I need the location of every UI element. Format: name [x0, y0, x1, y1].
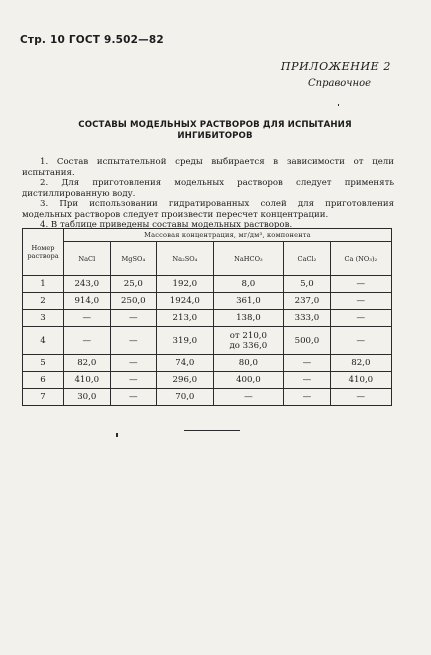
row-number: 7 [23, 389, 64, 406]
table-cell: 138,0 [213, 310, 284, 327]
table-cell: 70,0 [157, 389, 214, 406]
table-row [23, 389, 392, 406]
table-row [23, 327, 392, 355]
paragraph-1: 1. Состав испытательной среды выбирается в зависимости от цели испытания. [22, 157, 394, 178]
table-cell: 319,0 [157, 327, 214, 355]
end-rule [184, 430, 240, 431]
table-cell: — [64, 310, 111, 327]
row-number: 4 [23, 327, 64, 355]
range-from: от 210,0 [229, 330, 267, 341]
ink-speck [338, 104, 339, 106]
table-cell: 400,0 [213, 372, 284, 389]
table-cell: — [110, 372, 157, 389]
table-cell: 237,0 [284, 293, 331, 310]
table-row [23, 310, 392, 327]
table-row [23, 372, 392, 389]
ink-speck [116, 433, 118, 437]
table-cell: 74,0 [157, 355, 214, 372]
table-cell: 192,0 [157, 276, 214, 293]
component-header: CaCl₂ [284, 242, 331, 276]
table-cell: 82,0 [330, 355, 391, 372]
paragraphs [22, 157, 394, 231]
page-header: Стр. 10 ГОСТ 9.502—82 [20, 34, 164, 46]
table-cell: 8,0 [213, 276, 284, 293]
row-number: 1 [23, 276, 64, 293]
table-cell: 361,0 [213, 293, 284, 310]
paragraph-2: 2. Для приготовления модельных растворов следует применять дистиллированную воду. [22, 178, 394, 199]
table-cell: 5,0 [284, 276, 331, 293]
table-row [23, 276, 392, 293]
table-cell: 25,0 [110, 276, 157, 293]
row-number: 5 [23, 355, 64, 372]
table-cell: 1924,0 [157, 293, 214, 310]
table-cell: — [284, 389, 331, 406]
table-cell: 333,0 [284, 310, 331, 327]
component-header: MgSO₄ [110, 242, 157, 276]
table-cell: 30,0 [64, 389, 111, 406]
reference-label: Справочное [308, 78, 372, 89]
table-cell: 80,0 [213, 355, 284, 372]
table-cell: — [110, 389, 157, 406]
table-cell: 213,0 [157, 310, 214, 327]
paragraph-3: 3. При использовании гидратированных солей для приготовления модельных растворов следует произвести пересчет концентрации. [22, 199, 394, 220]
table-row [23, 355, 392, 372]
table-cell: — [110, 310, 157, 327]
table-cell: 914,0 [64, 293, 111, 310]
table-cell: 500,0 [284, 327, 331, 355]
table-cell: 82,0 [64, 355, 111, 372]
component-header: NaCl [64, 242, 111, 276]
table-cell: — [110, 327, 157, 355]
table-cell: — [330, 327, 391, 355]
table-cell: — [64, 327, 111, 355]
title-line-2: ИНГИБИТОРОВ [177, 131, 253, 141]
document-title [40, 120, 390, 142]
rowhead-cell: Номер раствора [23, 229, 64, 276]
table-cell: — [330, 310, 391, 327]
table-cell: 296,0 [157, 372, 214, 389]
table-cell: 243,0 [64, 276, 111, 293]
component-header: NaHCO₃ [213, 242, 284, 276]
row-number: 2 [23, 293, 64, 310]
table-cell-range [213, 327, 284, 355]
group-header: Массовая концентрация, мг/дм³, компонента [64, 229, 392, 242]
paragraph-4: 4. В таблице приведены составы модельных растворов. [40, 220, 293, 230]
table-cell: 410,0 [330, 372, 391, 389]
table-cell: — [213, 389, 284, 406]
component-header: Ca (NO₃)₂ [330, 242, 391, 276]
table-cell: — [330, 389, 391, 406]
table-cell: — [110, 355, 157, 372]
component-header: Na₂SO₄ [157, 242, 214, 276]
table-cell: — [284, 355, 331, 372]
table-cell: — [330, 276, 391, 293]
table-cell: — [330, 293, 391, 310]
range-to: до 336,0 [229, 340, 268, 351]
row-number: 3 [23, 310, 64, 327]
title-line-1: СОСТАВЫ МОДЕЛЬНЫХ РАСТВОРОВ ДЛЯ ИСПЫТАНИЯ [78, 120, 352, 130]
table-cell: — [284, 372, 331, 389]
solutions-table [22, 228, 392, 406]
row-number: 6 [23, 372, 64, 389]
appendix-label: ПРИЛОЖЕНИЕ 2 [280, 60, 391, 73]
table-cell: 410,0 [64, 372, 111, 389]
table-cell: 250,0 [110, 293, 157, 310]
table-row [23, 293, 392, 310]
